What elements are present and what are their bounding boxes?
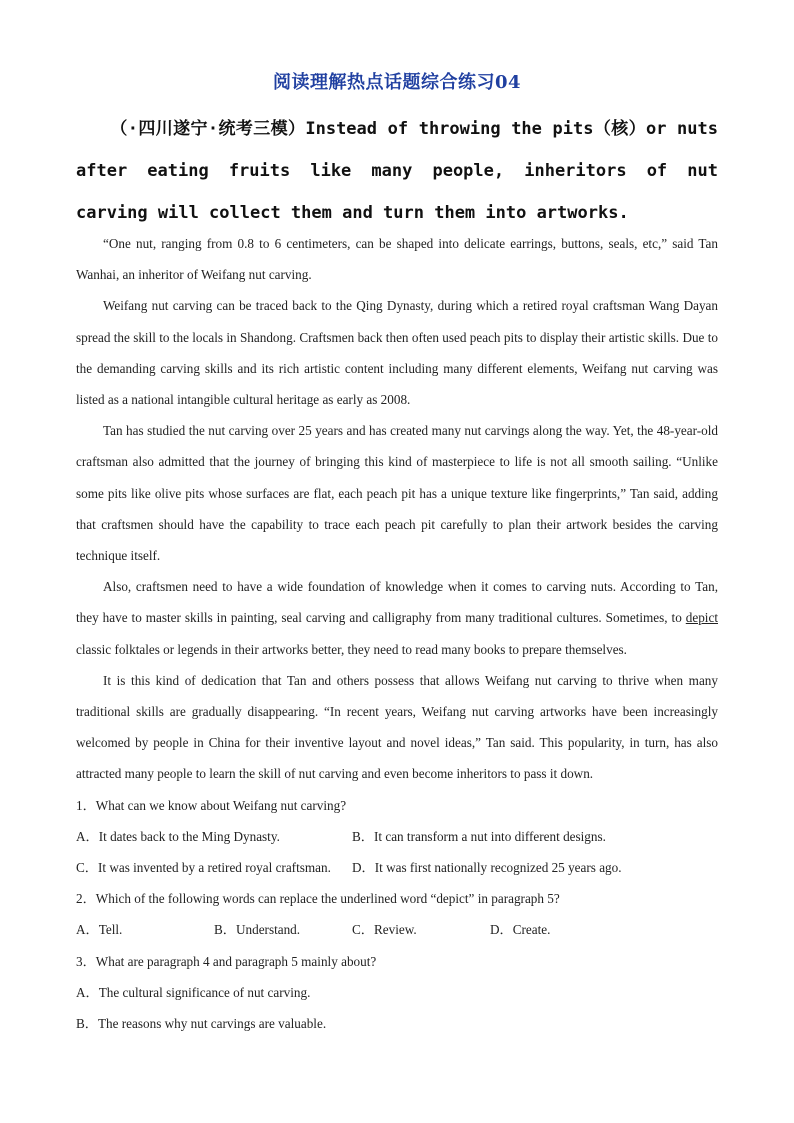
option-1d: D．It was first nationally recognized 25 years ago.	[352, 860, 622, 876]
page-title: 阅读理解热点话题综合练习04	[272, 72, 522, 93]
paragraph-4-after: classic folktales or legends in their artworks better, they need to read many books to prepare themselves.	[76, 641, 627, 657]
intro-text: （·四川遂宁·统考三模）Instead of throwing the pits（核）or nuts after eating fruits like many people, inheritors of nut carving will collect them and turn them into artworks.	[76, 119, 718, 223]
option-2c: C．Review.	[352, 922, 417, 938]
paragraph-4	[76, 571, 718, 665]
option-2d: D．Create.	[490, 922, 551, 938]
option-3a: A．The cultural significance of nut carving.	[76, 984, 311, 1000]
option-2b: B．Understand.	[214, 922, 301, 938]
paragraph-4-before: Also, craftsmen need to have a wide foundation of knowledge when it comes to carving nuts. According to Tan, they have to master skills in painting, seal carving and calligraphy from many traditional cultures. Sometimes, to	[76, 579, 718, 626]
underlined-word: depict	[685, 610, 718, 626]
question-1: 1．What can we know about Weifang nut carving?	[76, 797, 347, 813]
question-2-options	[76, 914, 718, 945]
passage-body	[76, 228, 718, 1039]
option-1a: A．It dates back to the Ming Dynasty.	[76, 828, 280, 844]
option-1c: C．It was invented by a retired royal craftsman.	[76, 860, 331, 876]
intro-paragraph	[76, 108, 718, 234]
paragraph-5: It is this kind of dedication that Tan and others possess that allows Weifang nut carving to thrive when many traditional skills are gradually disappearing. “In recent years, Weifang nut carving artworks have been increasingly welcomed by people in China for their inventive layout and novel ideas,” Tan said. This popularity, in turn, has also attracted many people to learn the skill of nut carving and even become inheritors to pass it down.	[76, 672, 718, 782]
question-1-options-row-1	[76, 821, 718, 852]
option-1b: B．It can transform a nut into different designs.	[352, 828, 606, 844]
paragraph-2: Weifang nut carving can be traced back to the Qing Dynasty, during which a retired royal craftsman Wang Dayan spread the skill to the locals in Shandong. Craftsmen back then often used peach pits to display their artistic skills. Due to the demanding carving skills and its rich artistic content including many different elements, Weifang nut carving was listed as a national intangible cultural heritage as early as 2008.	[76, 298, 718, 408]
option-3b: B．The reasons why nut carvings are valuable.	[76, 1016, 327, 1032]
paragraph-3: Tan has studied the nut carving over 25 years and has created many nut carvings along the way. Yet, the 48-year-old craftsman also admitted that the journey of bringing this kind of masterpiece to life is not all smooth sailing. “Unlike some pits like olive pits whose surfaces are flat, each peach pit has a unique texture like fingerprints,” Tan said, adding that craftsmen should have the capability to trace each peach pit carefully to plan their artwork besides the carving technique itself.	[76, 423, 718, 564]
question-1-options-row-2	[76, 852, 718, 883]
paragraph-1: “One nut, ranging from 0.8 to 6 centimeters, can be shaped into delicate earrings, buttons, seals, etc,” said Tan Wanhai, an inheritor of Weifang nut carving.	[76, 236, 718, 283]
option-2a: A．Tell.	[76, 922, 123, 938]
question-3: 3．What are paragraph 4 and paragraph 5 mainly about?	[76, 953, 377, 969]
question-2: 2．Which of the following words can replace the underlined word “depict” in paragraph 5?	[76, 891, 560, 907]
